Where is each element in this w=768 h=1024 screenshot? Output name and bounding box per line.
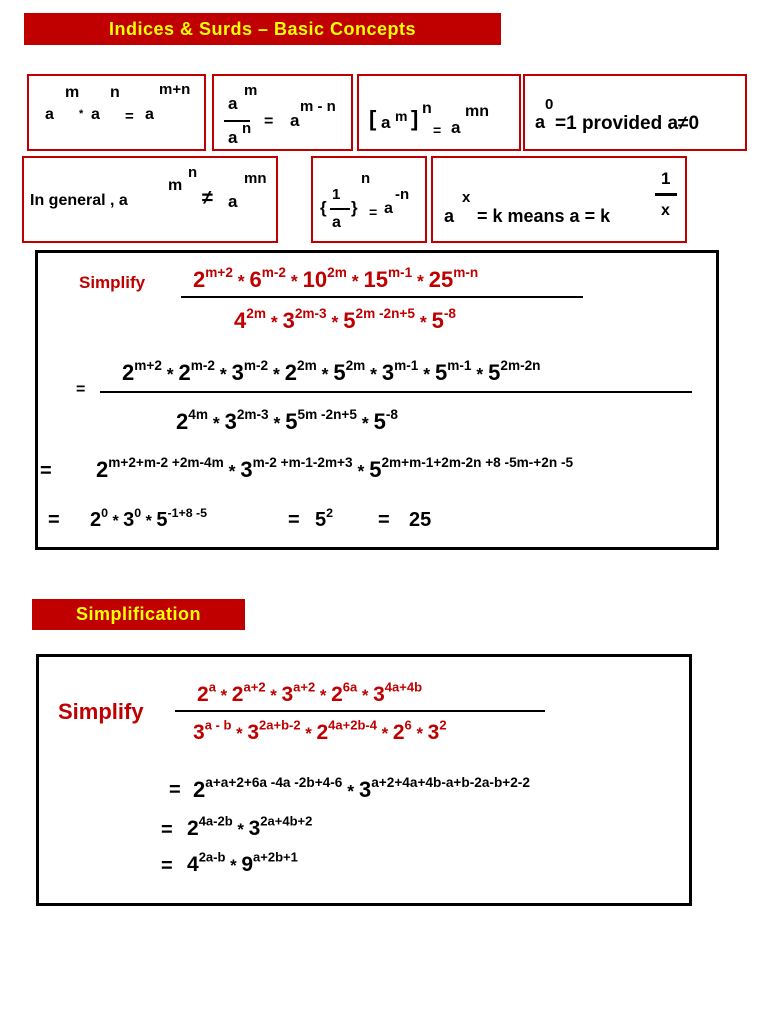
example-2-box <box>36 654 692 906</box>
example-2-denominator <box>193 717 447 745</box>
term-base: 2 <box>193 777 206 802</box>
term-base: 5 <box>333 360 346 385</box>
term-exponent: a+2 <box>293 679 316 695</box>
power-term <box>179 360 215 385</box>
term-exponent: 0 <box>101 506 109 521</box>
term-base: 4 <box>187 853 199 876</box>
example-2-step2-expr <box>187 813 313 841</box>
power-term <box>488 360 540 385</box>
term-base: 5 <box>156 509 168 531</box>
power-term <box>247 717 301 744</box>
term-base: 15 <box>363 267 388 292</box>
rule-power-base: a <box>381 113 391 132</box>
power-term <box>193 777 342 802</box>
rule-power-box <box>357 74 521 151</box>
power-term <box>193 717 232 744</box>
term-base: 3 <box>427 721 440 744</box>
rule-product-eq: = <box>125 108 134 125</box>
rule-general-exp-n: n <box>188 164 198 181</box>
term-exponent: 6 <box>404 717 412 733</box>
power-term <box>374 409 398 434</box>
term-exponent: 4m <box>188 407 208 423</box>
rule-general-text: In general , a <box>30 192 128 209</box>
term-base: 2 <box>197 683 209 706</box>
rule-general-box <box>22 156 278 243</box>
power-term <box>427 717 447 744</box>
term-exponent: m-2 +m-1-2m+3 <box>252 455 353 471</box>
term-base: 2 <box>90 509 102 531</box>
power-term <box>123 506 142 531</box>
operator: * <box>141 513 157 530</box>
power-term <box>232 360 268 385</box>
power-term <box>187 813 233 840</box>
power-term <box>359 777 530 802</box>
term-base: 3 <box>240 457 253 482</box>
operator: * <box>231 724 248 743</box>
term-exponent: a <box>208 679 216 695</box>
operator: * <box>316 364 334 384</box>
power-term <box>382 360 418 385</box>
operator: * <box>414 312 432 332</box>
term-base: 9 <box>241 853 253 876</box>
rule-zero-base: a <box>535 112 546 132</box>
term-base: 2 <box>392 721 405 744</box>
operator: * <box>223 461 241 481</box>
term-base: 3 <box>381 360 395 385</box>
example-1-step1-fraction-bar <box>100 391 692 393</box>
power-term <box>193 267 233 292</box>
power-term <box>240 457 352 482</box>
rule-product-exp2: n <box>110 84 120 101</box>
term-base: 2 <box>176 409 189 434</box>
rule-root-fraction-bar <box>655 193 677 196</box>
rule-power-eq: = <box>433 122 442 138</box>
rule-reciprocal-num: 1 <box>332 186 341 203</box>
power-term <box>432 308 456 333</box>
power-term <box>283 308 327 333</box>
term-exponent: a+a+2+6a -4a -2b+4-6 <box>205 775 343 791</box>
example-2-label: Simplify <box>58 699 144 724</box>
power-term <box>303 267 347 292</box>
rule-product-box <box>27 74 206 151</box>
rule-root-frac-num: 1 <box>661 169 671 188</box>
example-1-final-answer: 25 <box>409 509 432 531</box>
page-title-bar <box>24 13 501 45</box>
term-exponent: m+2+m-2 +2m-4m <box>108 455 224 471</box>
rule-product-base2: a <box>91 106 100 123</box>
term-exponent: 2m+m-1+2m-2n +8 -5m-+2n -5 <box>381 455 574 471</box>
rule-general-exp-m: m <box>168 177 183 194</box>
term-exponent: m+2 <box>134 358 162 374</box>
term-base: 2 <box>187 817 199 840</box>
rule-power-rbr: ] <box>411 106 419 131</box>
term-exponent: m-1 <box>447 358 472 374</box>
power-term <box>234 308 266 333</box>
term-exponent: 2a+b-2 <box>259 717 301 733</box>
rule-general-neq: ≠ <box>202 187 213 209</box>
rule-quotient-box <box>212 74 353 151</box>
operator: * <box>286 271 303 291</box>
rule-quotient-num-base: a <box>228 94 238 113</box>
rule-zero-exp: 0 <box>545 96 554 113</box>
operator: * <box>215 686 232 705</box>
rule-zero-text: =1 provided a≠0 <box>555 113 700 134</box>
power-term <box>315 506 334 531</box>
rule-root-frac-den: x <box>661 202 670 219</box>
example-1-step3-eq: = <box>48 509 60 531</box>
term-exponent: m+2 <box>205 265 233 281</box>
rule-quotient-den-exp: n <box>242 120 252 137</box>
page-title: Indices & Surds – Basic Concepts <box>108 18 417 39</box>
example-2-step3-eq: = <box>161 855 173 877</box>
term-exponent: m-2 <box>261 265 287 281</box>
term-base: 3 <box>248 817 261 840</box>
rule-reciprocal-fraction-bar <box>330 208 350 210</box>
example-1-step1-numerator <box>122 360 541 386</box>
term-base: 3 <box>282 308 295 333</box>
rule-general-base: a <box>228 192 238 211</box>
power-term <box>333 360 365 385</box>
example-1-step2-expr <box>96 457 573 483</box>
rule-quotient-den-base: a <box>228 128 238 147</box>
operator: * <box>265 686 282 705</box>
operator: * <box>377 724 393 743</box>
operator: * <box>471 364 489 384</box>
operator: * <box>411 724 428 743</box>
operator: * <box>326 312 344 332</box>
term-exponent: 5m -2n+5 <box>297 407 357 423</box>
example-2-step1-eq: = <box>169 779 181 801</box>
term-base: 2 <box>316 721 329 744</box>
rule-power-lbr: [ <box>369 106 377 131</box>
operator: * <box>365 364 382 384</box>
term-exponent: 2a-b <box>198 849 226 865</box>
term-base: 4 <box>234 308 247 333</box>
term-base: 3 <box>358 777 372 802</box>
power-term <box>429 267 478 292</box>
term-exponent: m-1 <box>394 358 419 374</box>
term-exponent: m-1 <box>387 265 413 281</box>
term-exponent: 2m <box>246 306 266 322</box>
term-base: 5 <box>431 308 444 333</box>
rule-product-base3: a <box>145 106 154 123</box>
operator: * <box>357 686 374 705</box>
term-exponent: 2m-3 <box>236 407 269 423</box>
term-base: 3 <box>224 409 237 434</box>
power-term <box>369 457 573 482</box>
rule-product-exp1: m <box>65 84 80 101</box>
term-base: 2 <box>96 457 109 482</box>
operator: * <box>108 513 124 530</box>
operator: * <box>265 312 283 332</box>
power-term <box>197 679 216 706</box>
operator: * <box>315 686 332 705</box>
operator: * <box>268 364 285 384</box>
term-exponent: a+2b+1 <box>253 849 298 865</box>
term-base: 5 <box>315 509 327 531</box>
operator: * <box>232 820 249 839</box>
rule-quotient-num-exp: m <box>244 82 258 99</box>
term-exponent: 2m <box>297 358 317 374</box>
term-base: 5 <box>369 457 382 482</box>
term-exponent: 6a <box>342 679 358 695</box>
power-term <box>122 360 162 385</box>
rule-quotient-res-base: a <box>290 111 300 130</box>
rule-product-star: * <box>79 108 84 120</box>
example-1-denominator <box>234 308 456 334</box>
power-term <box>343 308 415 333</box>
rule-zero-box <box>523 74 747 151</box>
operator: * <box>207 413 225 433</box>
rule-reciprocal-lbrace: { <box>320 198 327 217</box>
term-base: 6 <box>249 267 262 292</box>
operator: * <box>352 461 370 481</box>
example-1-step3-result <box>315 506 334 532</box>
power-term <box>435 360 471 385</box>
term-exponent: 4a+4b <box>384 679 423 695</box>
power-term <box>156 506 208 531</box>
term-base: 10 <box>302 267 328 292</box>
rule-product-base1: a <box>45 106 54 123</box>
power-term <box>285 409 357 434</box>
operator: * <box>412 271 429 291</box>
operator: * <box>346 271 364 291</box>
term-base: 3 <box>123 509 135 531</box>
term-base: 5 <box>343 308 356 333</box>
term-base: 5 <box>435 360 448 385</box>
section-2-title-bar <box>32 599 245 630</box>
rule-reciprocal-res-exp: -n <box>395 186 410 203</box>
term-base: 2 <box>193 267 206 292</box>
power-term <box>96 457 224 482</box>
example-1-fraction-bar <box>181 296 583 298</box>
term-exponent: 2m-2n <box>500 358 541 374</box>
power-term <box>392 717 412 744</box>
example-2-step2-eq: = <box>161 819 173 841</box>
rule-reciprocal-den: a <box>332 214 341 231</box>
term-exponent: 4a+2b-4 <box>328 717 377 733</box>
term-base: 2 <box>231 683 244 706</box>
example-2-step3-expr <box>187 849 298 877</box>
rule-power-inner-exp: m <box>395 108 408 124</box>
operator: * <box>232 271 250 291</box>
term-exponent: 2m-3 <box>294 306 327 322</box>
term-base: 25 <box>428 267 454 292</box>
term-exponent: 0 <box>134 506 142 521</box>
power-term <box>250 267 286 292</box>
term-base: 3 <box>193 721 205 744</box>
example-1-step3-eq3: = <box>378 509 390 531</box>
power-term <box>285 360 317 385</box>
term-exponent: 2 <box>439 717 447 733</box>
example-1-label: Simplify <box>79 273 146 292</box>
power-term <box>241 849 298 876</box>
term-base: 2 <box>178 360 191 385</box>
rule-reciprocal-rbrace: } <box>351 198 358 217</box>
example-2-step1-expr <box>193 777 530 803</box>
rule-general-res-exp: mn <box>244 170 267 187</box>
power-term <box>331 679 358 706</box>
example-1-step2-eq: = <box>40 460 52 482</box>
example-1-box <box>35 250 719 550</box>
rule-reciprocal-exp: n <box>361 170 371 187</box>
term-exponent: a+2 <box>243 679 266 695</box>
power-term <box>176 409 208 434</box>
power-term <box>225 409 269 434</box>
rule-reciprocal-box <box>311 156 427 243</box>
term-exponent: 2 <box>326 506 334 521</box>
rule-root-base: a <box>444 206 455 226</box>
operator: * <box>356 413 374 433</box>
power-term <box>248 813 313 840</box>
term-exponent: a+2+4a+4b-a+b-2a-b+2-2 <box>371 775 530 791</box>
term-exponent: 2m <box>345 358 366 374</box>
term-base: 3 <box>247 721 259 744</box>
rule-product-exp3: m+n <box>159 81 191 98</box>
example-1-step3-eq2: = <box>288 509 300 531</box>
term-exponent: a - b <box>204 717 232 733</box>
operator: * <box>225 856 242 875</box>
power-term <box>281 679 316 706</box>
rule-root-box <box>431 156 687 243</box>
term-exponent: 2a+4b+2 <box>260 813 313 829</box>
rule-quotient-eq: = <box>264 113 274 130</box>
term-exponent: 2m <box>327 265 347 281</box>
term-base: 3 <box>231 360 244 385</box>
term-base: 3 <box>281 683 294 706</box>
term-exponent: 4a-2b <box>198 813 233 829</box>
rule-root-exp: x <box>462 189 471 206</box>
operator: * <box>215 364 232 384</box>
operator: * <box>418 364 436 384</box>
term-exponent: m-n <box>453 265 479 281</box>
rule-power-outer-exp: n <box>422 100 432 117</box>
power-term <box>187 849 226 876</box>
operator: * <box>342 781 359 801</box>
term-base: 5 <box>488 360 501 385</box>
rule-reciprocal-res-base: a <box>384 200 393 217</box>
example-2-fraction-bar <box>175 710 545 712</box>
section-2-title: Simplification <box>75 604 201 624</box>
example-1-numerator <box>193 267 478 293</box>
term-exponent: 2m -2n+5 <box>355 306 415 322</box>
operator: * <box>161 364 179 384</box>
example-1-step1-eq: = <box>76 381 86 398</box>
rule-power-res-exp: mn <box>465 103 489 120</box>
power-term <box>316 717 377 744</box>
example-1-step1-denominator <box>176 409 398 435</box>
rule-power-res-base: a <box>451 118 461 137</box>
term-base: 5 <box>285 409 298 434</box>
term-exponent: -8 <box>385 407 398 423</box>
term-exponent: m-2 <box>190 358 216 374</box>
rule-root-text: = k means a = k <box>477 206 611 226</box>
power-term <box>363 267 412 292</box>
term-exponent: -8 <box>443 306 456 322</box>
power-term <box>231 679 266 706</box>
operator: * <box>268 413 286 433</box>
power-term <box>373 679 423 706</box>
example-1-step3-expr <box>90 506 208 532</box>
rule-reciprocal-eq: = <box>369 204 378 220</box>
term-base: 3 <box>373 683 385 706</box>
term-base: 2 <box>284 360 297 385</box>
power-term <box>90 506 109 531</box>
term-base: 5 <box>373 409 386 434</box>
example-2-numerator <box>197 679 423 707</box>
term-exponent: -1+8 -5 <box>167 506 208 521</box>
rule-quotient-res-exp: m - n <box>300 98 336 115</box>
term-base: 2 <box>331 683 343 706</box>
operator: * <box>300 724 317 743</box>
term-exponent: m-2 <box>243 358 269 374</box>
term-base: 2 <box>122 360 135 385</box>
